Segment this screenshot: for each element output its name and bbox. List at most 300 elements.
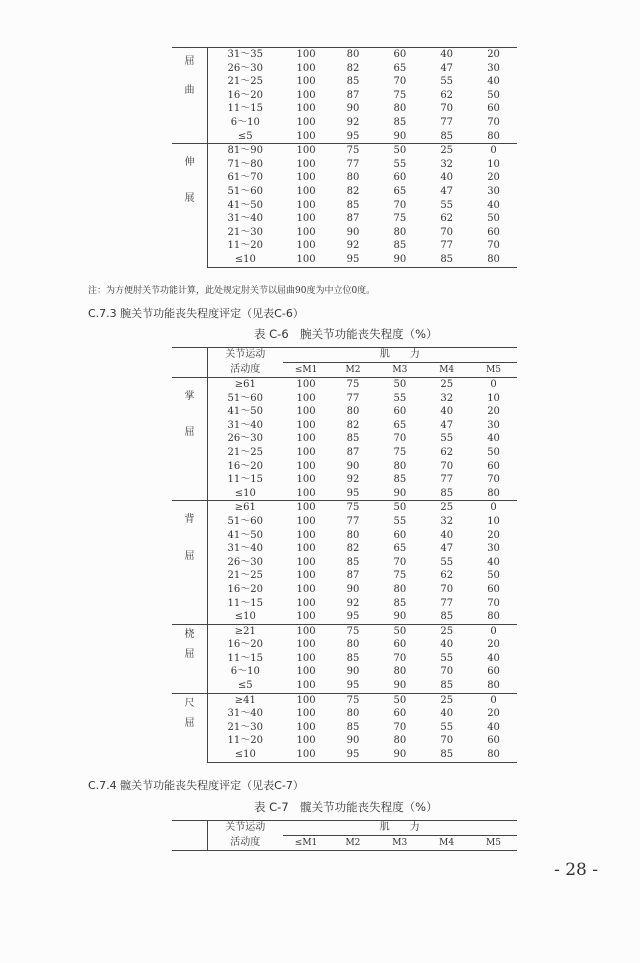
value-cell: 80	[470, 253, 517, 267]
header-row	[172, 821, 517, 836]
table-row	[172, 185, 517, 199]
value-cell: 70	[393, 76, 407, 88]
value-cell: 50	[487, 446, 500, 458]
value-cell: 0	[490, 379, 497, 390]
group-label	[172, 48, 207, 105]
table-row	[172, 212, 517, 226]
value-cell: 55	[440, 556, 454, 568]
value-cell: 85	[346, 721, 360, 733]
table-row	[172, 748, 517, 762]
table-row	[172, 665, 517, 679]
value-cell: 80	[393, 735, 407, 747]
value-cell: 100	[296, 529, 316, 541]
value-cell: 90	[376, 748, 423, 762]
range-cell: 51～60	[227, 515, 263, 527]
value-cell: 40	[487, 199, 500, 211]
table-row	[172, 48, 517, 62]
table-row	[172, 171, 517, 185]
value-cell: 50	[376, 144, 423, 158]
value-cell: 77	[346, 392, 360, 404]
value-cell: 0	[470, 693, 517, 707]
range-cell: ≤5	[237, 680, 253, 692]
range-cell: ≥21	[207, 624, 282, 638]
value-cell: 62	[440, 89, 454, 101]
table-row	[172, 569, 517, 583]
value-cell: 80	[346, 639, 360, 651]
header-row	[172, 836, 517, 851]
value-cell: 92	[346, 240, 360, 252]
value-cell: 47	[440, 419, 454, 431]
value-cell: 100	[296, 680, 316, 692]
muscle-strength-header: 肌 力	[283, 348, 517, 363]
value-cell: 60	[393, 172, 407, 184]
value-cell: 65	[393, 185, 407, 197]
value-cell: 55	[440, 199, 454, 211]
range-cell: 6～10	[230, 116, 260, 128]
value-cell: 47	[440, 185, 454, 197]
value-cell: 100	[296, 666, 316, 678]
value-cell: 55	[393, 158, 407, 170]
range-cell: 11～15	[227, 103, 263, 115]
value-cell: 100	[283, 501, 330, 515]
range-cell: 16～20	[227, 89, 263, 101]
value-cell: 20	[470, 48, 517, 62]
value-cell: 100	[296, 735, 316, 747]
value-cell: 77	[440, 597, 454, 609]
value-cell: 100	[296, 116, 316, 128]
group-label	[172, 501, 207, 574]
value-cell: 100	[296, 185, 316, 197]
table-row	[172, 130, 517, 144]
range-cell: 21～25	[227, 76, 263, 88]
value-cell: 40	[487, 652, 500, 664]
value-cell: 92	[346, 116, 360, 128]
value-cell: 40	[423, 48, 470, 62]
header-row	[172, 348, 517, 363]
table-note: 注：为方便肘关节功能计算，此处规定肘关节以屈曲90度为中立位0度。	[88, 286, 376, 296]
value-cell: 80	[487, 611, 500, 623]
value-cell: 100	[296, 721, 316, 733]
motion-header: 关节运动	[207, 821, 282, 836]
value-cell: 90	[346, 226, 360, 238]
value-cell: 32	[440, 392, 454, 404]
value-cell: 100	[296, 583, 316, 595]
value-cell: 80	[393, 103, 407, 115]
value-cell: 30	[487, 185, 500, 197]
column-header: ≤M1	[283, 836, 330, 851]
motion-header: 活动度	[207, 363, 282, 378]
group-label	[172, 378, 207, 451]
value-cell: 85	[423, 748, 470, 762]
table-row	[172, 556, 517, 570]
value-cell: 40	[487, 721, 500, 733]
value-cell: 20	[487, 708, 500, 720]
range-cell: 61～70	[227, 172, 263, 184]
table-row	[172, 158, 517, 172]
table-row	[172, 542, 517, 556]
range-cell: 6～10	[230, 666, 260, 678]
value-cell: 30	[487, 419, 500, 431]
value-cell: 100	[296, 406, 316, 418]
value-cell: 100	[296, 433, 316, 445]
table-row	[172, 419, 517, 433]
column-header: M4	[423, 836, 470, 851]
value-cell: 85	[346, 433, 360, 445]
value-cell: 82	[346, 543, 360, 555]
value-cell: 40	[440, 639, 454, 651]
value-cell: 85	[346, 652, 360, 664]
muscle-strength-header: 肌 力	[283, 821, 517, 836]
table-row	[172, 610, 517, 624]
column-header: M5	[470, 836, 517, 851]
value-cell: 100	[296, 708, 316, 720]
value-cell: 70	[393, 721, 407, 733]
value-cell: 100	[296, 158, 316, 170]
value-cell: 100	[283, 693, 330, 707]
page-number: - 28 -	[554, 860, 598, 880]
value-cell: 90	[346, 103, 360, 115]
group-label-cell	[172, 693, 207, 762]
range-cell: 21～25	[227, 446, 263, 458]
value-cell: 70	[393, 556, 407, 568]
value-cell: 77	[440, 240, 454, 252]
value-cell: 75	[330, 144, 377, 158]
value-cell: 90	[346, 583, 360, 595]
value-cell: 70	[487, 597, 500, 609]
value-cell: 85	[423, 253, 470, 267]
value-cell: 100	[296, 460, 316, 472]
value-cell: 55	[440, 76, 454, 88]
value-cell: 80	[470, 748, 517, 762]
value-cell: 25	[423, 624, 470, 638]
column-header: ≤M1	[283, 363, 330, 378]
table-row	[172, 89, 517, 103]
value-cell: 85	[440, 680, 454, 692]
value-cell: 100	[296, 652, 316, 664]
table-row	[172, 583, 517, 597]
value-cell: 82	[346, 185, 360, 197]
section-heading-c74: C.7.4 髋关节功能丧失程度评定（见表C-7）	[88, 779, 304, 792]
value-cell: 85	[440, 611, 454, 623]
column-header: M2	[329, 836, 376, 851]
range-cell: 31～40	[227, 708, 263, 720]
value-cell: 60	[487, 103, 500, 115]
value-cell: 60	[487, 583, 500, 595]
value-cell: 40	[440, 708, 454, 720]
value-cell: 80	[487, 130, 500, 142]
value-cell: 100	[296, 446, 316, 458]
group-label-cell	[172, 501, 207, 624]
value-cell: 0	[470, 624, 517, 638]
range-cell: 11～20	[227, 735, 263, 747]
value-cell: 95	[346, 487, 360, 499]
value-cell: 87	[346, 213, 360, 225]
value-cell: 80	[393, 460, 407, 472]
value-cell: 100	[296, 103, 316, 115]
value-cell: 25	[423, 501, 470, 515]
value-cell: 85	[440, 487, 454, 499]
value-cell: 80	[393, 226, 407, 238]
value-cell: 100	[283, 748, 330, 762]
group-label-cell	[172, 48, 207, 144]
column-header: M2	[330, 363, 377, 378]
value-cell: 90	[393, 130, 407, 142]
group-label-char: 曲	[184, 85, 195, 97]
value-cell: 70	[393, 433, 407, 445]
table-row	[172, 721, 517, 735]
value-cell: 90	[393, 680, 407, 692]
range-cell: 21～30	[227, 721, 263, 733]
value-cell: 87	[346, 89, 360, 101]
value-cell: 47	[440, 543, 454, 555]
value-cell: 100	[296, 597, 316, 609]
group-label-char: 掌	[184, 390, 195, 402]
value-cell: 90	[346, 460, 360, 472]
group-label-char: 屈	[184, 550, 195, 562]
table-caption-c7: 表 C-7 髋关节功能丧失程度（%）	[254, 800, 438, 814]
header-row	[172, 363, 517, 378]
range-cell: 31～35	[207, 48, 282, 62]
value-cell: 20	[487, 529, 500, 541]
value-cell: 60	[487, 735, 500, 747]
range-cell: 26～30	[227, 556, 263, 568]
group-label-char: 背	[184, 513, 195, 525]
group-label-cell	[172, 624, 207, 693]
value-cell: 100	[296, 392, 316, 404]
value-cell: 75	[393, 446, 407, 458]
value-cell: 40	[487, 76, 500, 88]
value-cell: 100	[296, 379, 316, 390]
value-cell: 95	[346, 130, 360, 142]
value-cell: 85	[346, 76, 360, 88]
range-cell: ≤10	[234, 611, 256, 623]
range-cell: 11～20	[227, 240, 263, 252]
value-cell: 100	[296, 199, 316, 211]
group-label-char: 屈	[184, 718, 195, 730]
value-cell: 55	[393, 515, 407, 527]
group-header-cell	[172, 821, 207, 851]
table-c6	[172, 347, 517, 763]
table-row	[172, 102, 517, 116]
range-cell: ≥61	[234, 379, 256, 390]
value-cell: 100	[296, 639, 316, 651]
table-row	[172, 392, 517, 406]
range-cell: 11～15	[227, 597, 263, 609]
value-cell: 55	[440, 652, 454, 664]
value-cell: 60	[393, 708, 407, 720]
table-row	[172, 253, 517, 267]
table-c5-continued	[172, 47, 517, 268]
value-cell: 85	[346, 199, 360, 211]
value-cell: 65	[393, 419, 407, 431]
value-cell: 100	[296, 515, 316, 527]
value-cell: 70	[440, 460, 454, 472]
value-cell: 70	[487, 474, 500, 486]
value-cell: 77	[346, 158, 360, 170]
value-cell: 20	[487, 406, 500, 418]
table-row	[172, 432, 517, 446]
range-cell: ≥41	[207, 693, 282, 707]
table-row	[172, 515, 517, 529]
table-row	[172, 405, 517, 419]
table-row	[172, 199, 517, 213]
value-cell: 0	[470, 144, 517, 158]
value-cell: 0	[470, 501, 517, 515]
value-cell: 100	[296, 611, 316, 623]
value-cell: 70	[440, 583, 454, 595]
group-header-cell	[172, 348, 207, 378]
value-cell: 70	[393, 652, 407, 664]
value-cell: 55	[440, 433, 454, 445]
table-row	[172, 446, 517, 460]
value-cell: 80	[487, 487, 500, 499]
group-label-char: 伸	[184, 156, 195, 168]
value-cell: 95	[330, 253, 377, 267]
range-cell: 21～30	[227, 226, 263, 238]
value-cell: 100	[296, 240, 316, 252]
value-cell: 70	[440, 666, 454, 678]
value-cell: 32	[440, 515, 454, 527]
range-cell: 81～90	[207, 144, 282, 158]
table-row	[172, 679, 517, 693]
value-cell: 75	[393, 89, 407, 101]
value-cell: 100	[296, 213, 316, 225]
table-c7	[172, 820, 517, 851]
section-heading-c73: C.7.3 腕关节功能丧失程度评定（见表C-6）	[88, 307, 304, 320]
value-cell: 60	[487, 226, 500, 238]
value-cell: 70	[440, 103, 454, 115]
value-cell: 85	[393, 474, 407, 486]
value-cell: 82	[346, 62, 360, 74]
value-cell: 90	[346, 666, 360, 678]
value-cell: 40	[487, 433, 500, 445]
value-cell: 25	[423, 693, 470, 707]
value-cell: 20	[487, 172, 500, 184]
value-cell: 92	[346, 474, 360, 486]
value-cell: 100	[296, 62, 316, 74]
value-cell: 95	[330, 748, 377, 762]
value-cell: 55	[440, 721, 454, 733]
value-cell: 50	[376, 501, 423, 515]
value-cell: 55	[393, 392, 407, 404]
value-cell: 75	[393, 570, 407, 582]
range-cell: 16～20	[227, 639, 263, 651]
table-row	[172, 378, 517, 392]
value-cell: 100	[296, 570, 316, 582]
column-header: M5	[470, 363, 517, 378]
value-cell: 95	[346, 680, 360, 692]
value-cell: 60	[393, 639, 407, 651]
value-cell: 30	[487, 543, 500, 555]
value-cell: 62	[440, 570, 454, 582]
value-cell: 40	[487, 556, 500, 568]
value-cell: 20	[487, 639, 500, 651]
group-label-char: 桡	[184, 629, 195, 641]
value-cell: 62	[440, 446, 454, 458]
value-cell: 77	[440, 116, 454, 128]
value-cell: 80	[330, 48, 377, 62]
value-cell: 100	[283, 144, 330, 158]
table-row	[172, 239, 517, 253]
value-cell: 75	[330, 624, 377, 638]
value-cell: 100	[283, 624, 330, 638]
value-cell: 80	[346, 172, 360, 184]
table-row	[172, 597, 517, 611]
table-row	[172, 144, 517, 158]
range-cell: 71～80	[227, 158, 263, 170]
value-cell: 87	[346, 570, 360, 582]
value-cell: 50	[376, 693, 423, 707]
table-row	[172, 734, 517, 748]
range-cell: 21～25	[227, 570, 263, 582]
value-cell: 80	[393, 583, 407, 595]
value-cell: 10	[487, 392, 500, 404]
motion-header: 关节运动	[207, 348, 282, 363]
column-header: M4	[423, 363, 470, 378]
value-cell: 70	[440, 226, 454, 238]
value-cell: 62	[440, 213, 454, 225]
value-cell: 100	[296, 130, 316, 142]
table-row	[172, 75, 517, 89]
value-cell: 100	[296, 487, 316, 499]
value-cell: 70	[487, 116, 500, 128]
value-cell: 60	[487, 666, 500, 678]
value-cell: 70	[440, 735, 454, 747]
value-cell: 80	[346, 529, 360, 541]
range-cell: 51～60	[227, 185, 263, 197]
group-label-char: 屈	[184, 427, 195, 439]
value-cell: 25	[440, 379, 454, 390]
value-cell: 75	[393, 213, 407, 225]
table-row	[172, 473, 517, 487]
table-row	[172, 62, 517, 76]
value-cell: 70	[487, 240, 500, 252]
value-cell: 100	[296, 556, 316, 568]
range-cell: 41～50	[227, 529, 263, 541]
value-cell: 90	[393, 487, 407, 499]
value-cell: 85	[346, 556, 360, 568]
group-label	[172, 694, 207, 735]
value-cell: 85	[440, 130, 454, 142]
value-cell: 95	[346, 611, 360, 623]
value-cell: 90	[393, 611, 407, 623]
value-cell: 100	[283, 48, 330, 62]
value-cell: 10	[487, 158, 500, 170]
range-cell: 16～20	[227, 460, 263, 472]
group-label-char: 尺	[184, 698, 195, 710]
value-cell: 100	[283, 253, 330, 267]
value-cell: 65	[393, 543, 407, 555]
motion-header: 活动度	[207, 836, 282, 851]
value-cell: 85	[393, 116, 407, 128]
value-cell: 60	[487, 460, 500, 472]
value-cell: 60	[393, 406, 407, 418]
range-cell: 41～50	[227, 406, 263, 418]
value-cell: 50	[487, 570, 500, 582]
value-cell: 50	[393, 379, 407, 390]
value-cell: 40	[440, 172, 454, 184]
range-cell: 31～40	[227, 419, 263, 431]
value-cell: 85	[393, 597, 407, 609]
value-cell: 100	[296, 226, 316, 238]
group-label	[172, 144, 207, 217]
group-label-char: 屈	[184, 649, 195, 661]
column-header: M3	[376, 836, 423, 851]
value-cell: 90	[376, 253, 423, 267]
group-label	[172, 625, 207, 666]
range-cell: ≥61	[207, 501, 282, 515]
range-cell: ≤10	[207, 748, 282, 762]
